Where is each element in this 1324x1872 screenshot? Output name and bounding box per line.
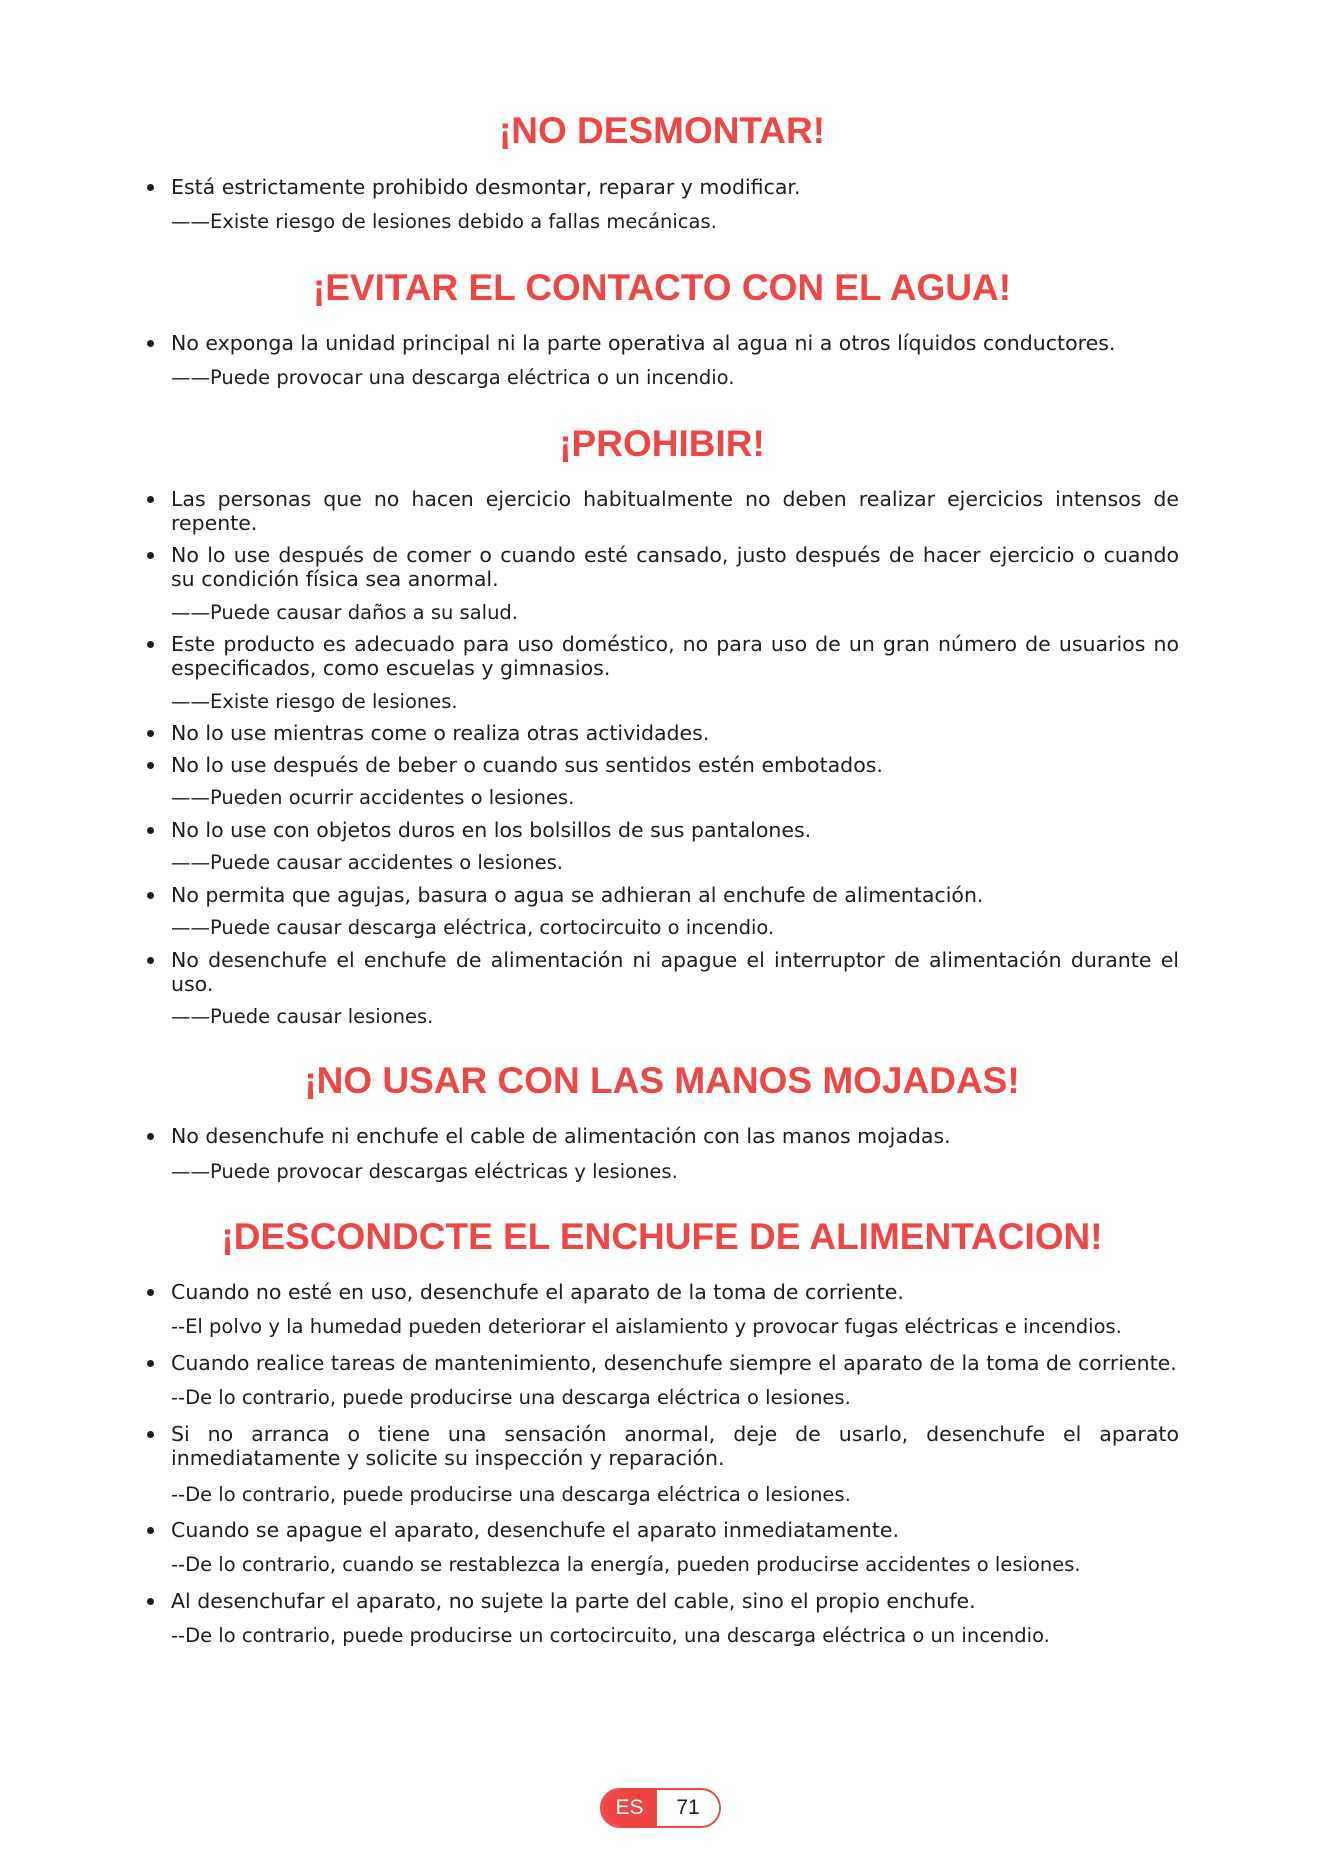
list-item-note: --De lo contrario, cuando se restablezca la energía, pueden producirse accidentes o lesiones. (171, 1553, 1081, 1576)
list-item-note: --El polvo y la humedad pueden deteriorar el aislamiento y provocar fugas eléctricas e incendios. (171, 1315, 1122, 1338)
list-item-text: Cuando realice tareas de mantenimiento, desenchufe siempre el aparato de la toma de corriente. (171, 1351, 1179, 1375)
list-item-text: No desenchufe el enchufe de alimentación ni apague el interruptor de alimentación durante el uso. (171, 948, 1179, 996)
section-heading-evitar-agua: ¡EVITAR EL CONTACTO CON EL AGUA! (312, 267, 1012, 308)
list-item-text: No lo use mientras come o realiza otras actividades. (171, 721, 1179, 745)
list-item-note: ——Puede provocar una descarga eléctrica o un incendio. (171, 366, 735, 389)
list-item-text: Este producto es adecuado para uso doméstico, no para uso de un gran número de usuarios no especificados, como escuelas y gimnasios. (171, 632, 1179, 680)
list-item-note: ——Puede causar descarga eléctrica, cortocircuito o incendio. (171, 916, 775, 939)
list-item-text: Al desenchufar el aparato, no sujete la parte del cable, sino el propio enchufe. (171, 1589, 1179, 1613)
page-number: 71 (657, 1790, 719, 1826)
list-item-text: No desenchufe ni enchufe el cable de alimentación con las manos mojadas. (171, 1124, 1179, 1148)
list-item-note: ——Puede causar accidentes o lesiones. (171, 851, 564, 874)
list-item-text: No lo use después de comer o cuando esté cansado, justo después de hacer ejercicio o cuando su condición física sea anormal. (171, 543, 1179, 591)
list-item-note: --De lo contrario, puede producirse una descarga eléctrica o lesiones. (171, 1483, 851, 1506)
list-item-note: ——Existe riesgo de lesiones. (171, 690, 458, 713)
list-item-note: ——Puede causar daños a su salud. (171, 601, 519, 624)
list-item-text: No exponga la unidad principal ni la parte operativa al agua ni a otros líquidos conductores. (171, 331, 1179, 355)
list-item-note: ——Puede causar lesiones. (171, 1005, 434, 1028)
page-number-badge (600, 1788, 721, 1828)
list-item-text: Está estrictamente prohibido desmontar, reparar y modificar. (171, 175, 1179, 199)
section-heading-manos-mojadas: ¡NO USAR CON LAS MANOS MOJADAS! (304, 1060, 1020, 1101)
section-heading-no-desmontar: ¡NO DESMONTAR! (498, 110, 826, 151)
list-item-text: Las personas que no hacen ejercicio habitualmente no deben realizar ejercicios intensos de repente. (171, 487, 1179, 535)
list-item-text: No lo use con objetos duros en los bolsillos de sus pantalones. (171, 818, 1179, 842)
list-item-note: ——Pueden ocurrir accidentes o lesiones. (171, 786, 575, 809)
list-item-text: No permita que agujas, basura o agua se adhieran al enchufe de alimentación. (171, 883, 1179, 907)
list-item-text: Si no arranca o tiene una sensación anormal, deje de usarlo, desenchufe el aparato inmediatamente y solicite su inspección y reparación. (171, 1422, 1179, 1470)
list-item-note: --De lo contrario, puede producirse un cortocircuito, una descarga eléctrica o un incendio. (171, 1624, 1050, 1647)
list-item-text: No lo use después de beber o cuando sus sentidos estén embotados. (171, 753, 1179, 777)
list-item-text: Cuando se apague el aparato, desenchufe el aparato inmediatamente. (171, 1518, 1179, 1542)
list-item-note: ——Puede provocar descargas eléctricas y lesiones. (171, 1160, 678, 1183)
section-heading-prohibir: ¡PROHIBIR! (559, 423, 765, 464)
list-item-note: ——Existe riesgo de lesiones debido a fallas mecánicas. (171, 210, 717, 233)
list-item-note: --De lo contrario, puede producirse una descarga eléctrica o lesiones. (171, 1386, 851, 1409)
language-label: ES (602, 1790, 657, 1826)
section-heading-desconecte-enchufe: ¡DESCONDCTE EL ENCHUFE DE ALIMENTACION! (221, 1216, 1103, 1257)
list-item-text: Cuando no esté en uso, desenchufe el aparato de la toma de corriente. (171, 1280, 1179, 1304)
